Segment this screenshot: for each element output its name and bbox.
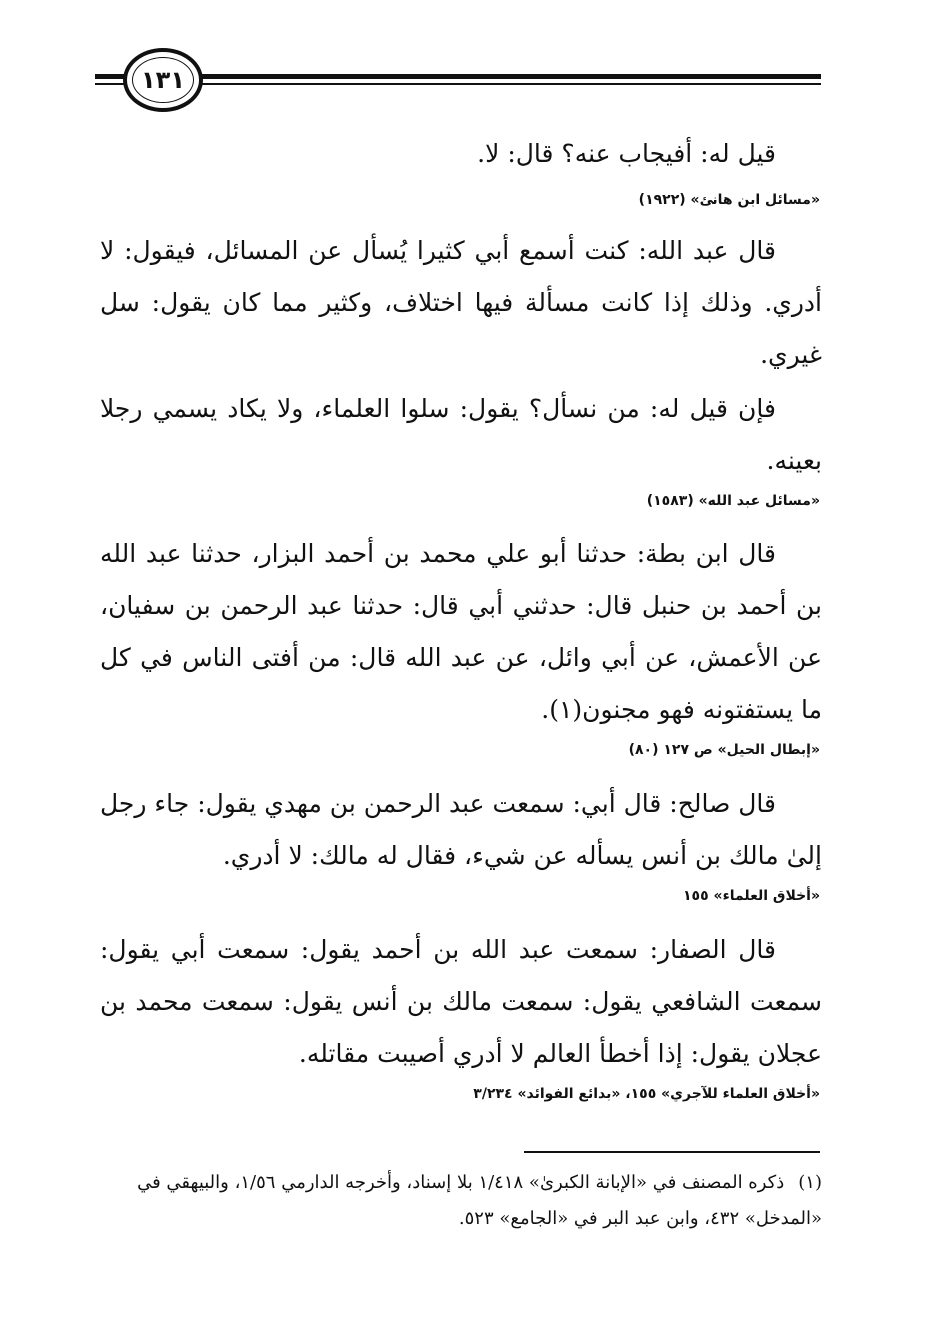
- paragraph-2: [100, 225, 822, 381]
- paragraph-text: قال ابن بطة: حدثنا أبو علي محمد بن أحمد البزار، حدثنا عبد الله بن أحمد بن حنبل قال: حدثني أبي قال: حدثنا عبد الرحمن بن سفيان، عن الأعمش، عن أبي وائل، عن عبد الله قال: من أفتى الناس في كل ما يستفتونه فهو مجنون(١).: [100, 539, 822, 724]
- page-number: ١٣١: [141, 66, 185, 94]
- source-citation-2: «مسائل عبد الله» (١٥٨٣): [646, 493, 820, 509]
- footnote-rule: [524, 1151, 820, 1153]
- paragraph-3: [100, 383, 822, 487]
- header-rule-thick: [95, 74, 821, 79]
- paragraph-text: قال الصفار: سمعت عبد الله بن أحمد يقول: سمعت أبي يقول: سمعت الشافعي يقول: سمعت مالك بن أنس يقول: سمعت محمد بن عجلان يقول: إذا أخطأ العالم لا أدري أصيبت مقاتله.: [100, 935, 822, 1068]
- header-rule: [95, 74, 821, 88]
- footnote-number: (١): [798, 1172, 822, 1193]
- paragraph-text: قيل له: أفيجاب عنه؟ قال: لا.: [477, 139, 776, 168]
- footnote: [100, 1165, 822, 1237]
- source-citation-4: «أخلاق العلماء» ١٥٥: [683, 888, 820, 904]
- paragraph-6: [100, 924, 822, 1080]
- page-number-medallion: [123, 48, 203, 112]
- source-citation-3: «إبطال الحيل» ص ١٢٧ (٨٠): [628, 742, 820, 758]
- paragraph-5: [100, 778, 822, 882]
- paragraph-text: فإن قيل له: من نسأل؟ يقول: سلوا العلماء، ولا يكاد يسمي رجلا بعينه.: [100, 394, 822, 475]
- paragraph-text: قال عبد الله: كنت أسمع أبي كثيرا يُسأل عن المسائل، فيقول: لا أدري. وذلك إذا كانت مسألة فيها اختلاف، وكثير مما كان يقول: سل غيري.: [100, 236, 822, 369]
- paragraph-text: قال صالح: قال أبي: سمعت عبد الرحمن بن مهدي يقول: جاء رجل إلىٰ مالك بن أنس يسأله عن شيء، فقال له مالك: لا أدري.: [100, 789, 822, 870]
- source-citation-1: «مسائل ابن هانئ» (١٩٢٢): [638, 192, 820, 208]
- header-rule-thin: [95, 83, 821, 85]
- paragraph-1: [100, 128, 822, 180]
- footnote-text: ذكره المصنف في «الإبانة الكبرىٰ» ١/٤١٨ بلا إسناد، وأخرجه الدارمي ١/٥٦، والبيهقي في «المدخل» ٤٣٢، وابن عبد البر في «الجامع» ٥٢٣.: [137, 1172, 822, 1229]
- source-citation-5: «أخلاق العلماء للآجري» ١٥٥، «بدائع الفوائد» ٣/٢٣٤: [473, 1086, 820, 1102]
- paragraph-4: [100, 528, 822, 736]
